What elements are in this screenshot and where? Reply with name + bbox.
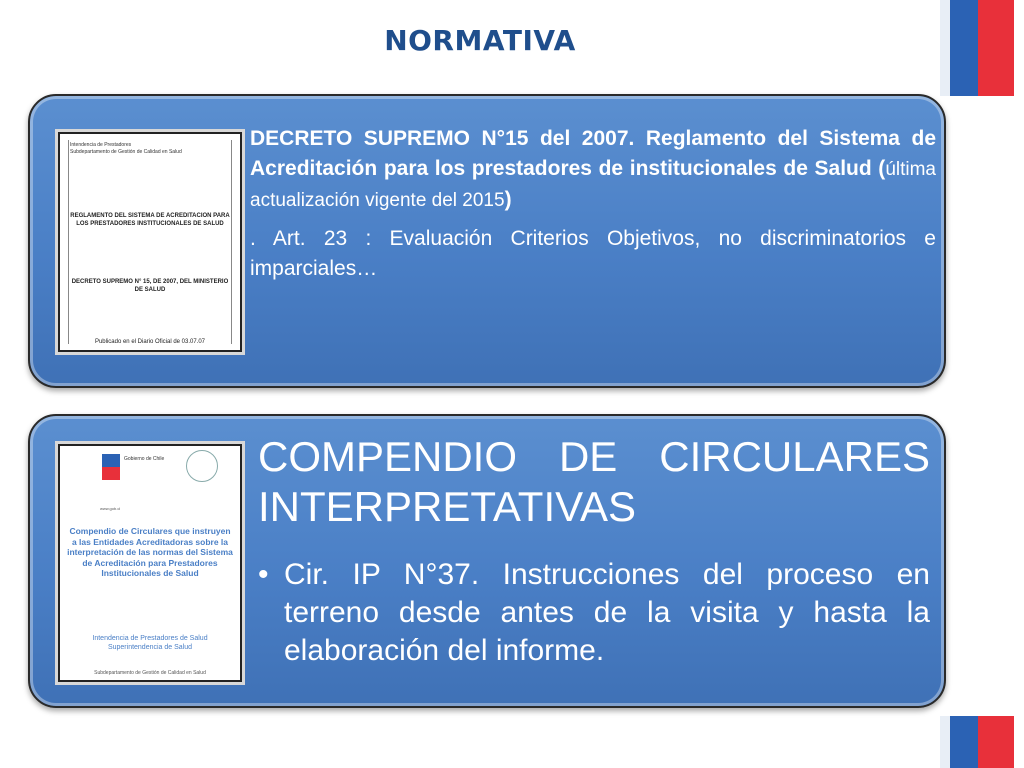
decreto-update-note: última actualización vigente del 2015 [250, 159, 936, 211]
decreto-panel [28, 94, 946, 388]
chile-flag-decoration-top [940, 0, 1014, 96]
compendio-text [258, 432, 930, 670]
comp-url: www.gob.cl [100, 506, 121, 511]
doc-decree: DECRETO SUPREMO N° 15, DE 2007, DEL MINISTERIO DE SALUD [71, 279, 229, 293]
doc-title: REGLAMENTO DEL SISTEMA DE ACREDITACION PARA LOS PRESTADORES INSTITUCIONALES DE SALUD [70, 213, 230, 227]
decreto-heading: DECRETO SUPREMO N°15 del 2007. Reglamento del Sistema de Acreditación para los prestadores de institucionales de Salud ( [250, 127, 936, 180]
list-item [258, 556, 930, 670]
compendio-document-thumbnail [58, 444, 242, 682]
doc-header: Intendencia de Prestadores Subdepartamento de Gestión de Calidad en Salud [70, 142, 182, 155]
bullet-icon: • [258, 558, 269, 591]
decreto-text [250, 124, 936, 284]
page-title: NORMATIVA [384, 24, 576, 57]
comp-title: Compendio de Circulares que instruyen a las Entidades Acreditadoras sobre la interpretación de las normas del Sistema de Acreditación para Prestadores Institucionales de Salud [67, 526, 233, 578]
gobierno-logo-icon [102, 454, 120, 480]
comp-gob-label: Gobierno de Chile [124, 456, 165, 462]
comp-sub: Subdepartamento de Gestión de Calidad en Salud [94, 670, 206, 676]
compendio-title-line1: COMPENDIO DE CIRCULARES [258, 433, 930, 480]
decreto-heading-close: ) [504, 188, 512, 211]
chile-flag-decoration-bottom [940, 716, 1014, 768]
doc-published: Publicado en el Diario Oficial de 03.07.07 [94, 339, 206, 345]
compendio-title-line2: INTERPRETATIVAS [258, 483, 637, 530]
decreto-document-thumbnail [58, 132, 242, 352]
decreto-article: . Art. 23 : Evaluación Criterios Objetivos, no discriminatorios e imparciales… [250, 227, 936, 280]
compendio-panel [28, 414, 946, 708]
comp-intendencia: Intendencia de Prestadores de Salud Superintendencia de Salud [92, 635, 208, 651]
seal-icon [186, 450, 218, 482]
circular-item-text: Cir. IP N°37. Instrucciones del proceso en terreno desde antes de la visita y hasta la elaboración del informe. [284, 558, 930, 667]
